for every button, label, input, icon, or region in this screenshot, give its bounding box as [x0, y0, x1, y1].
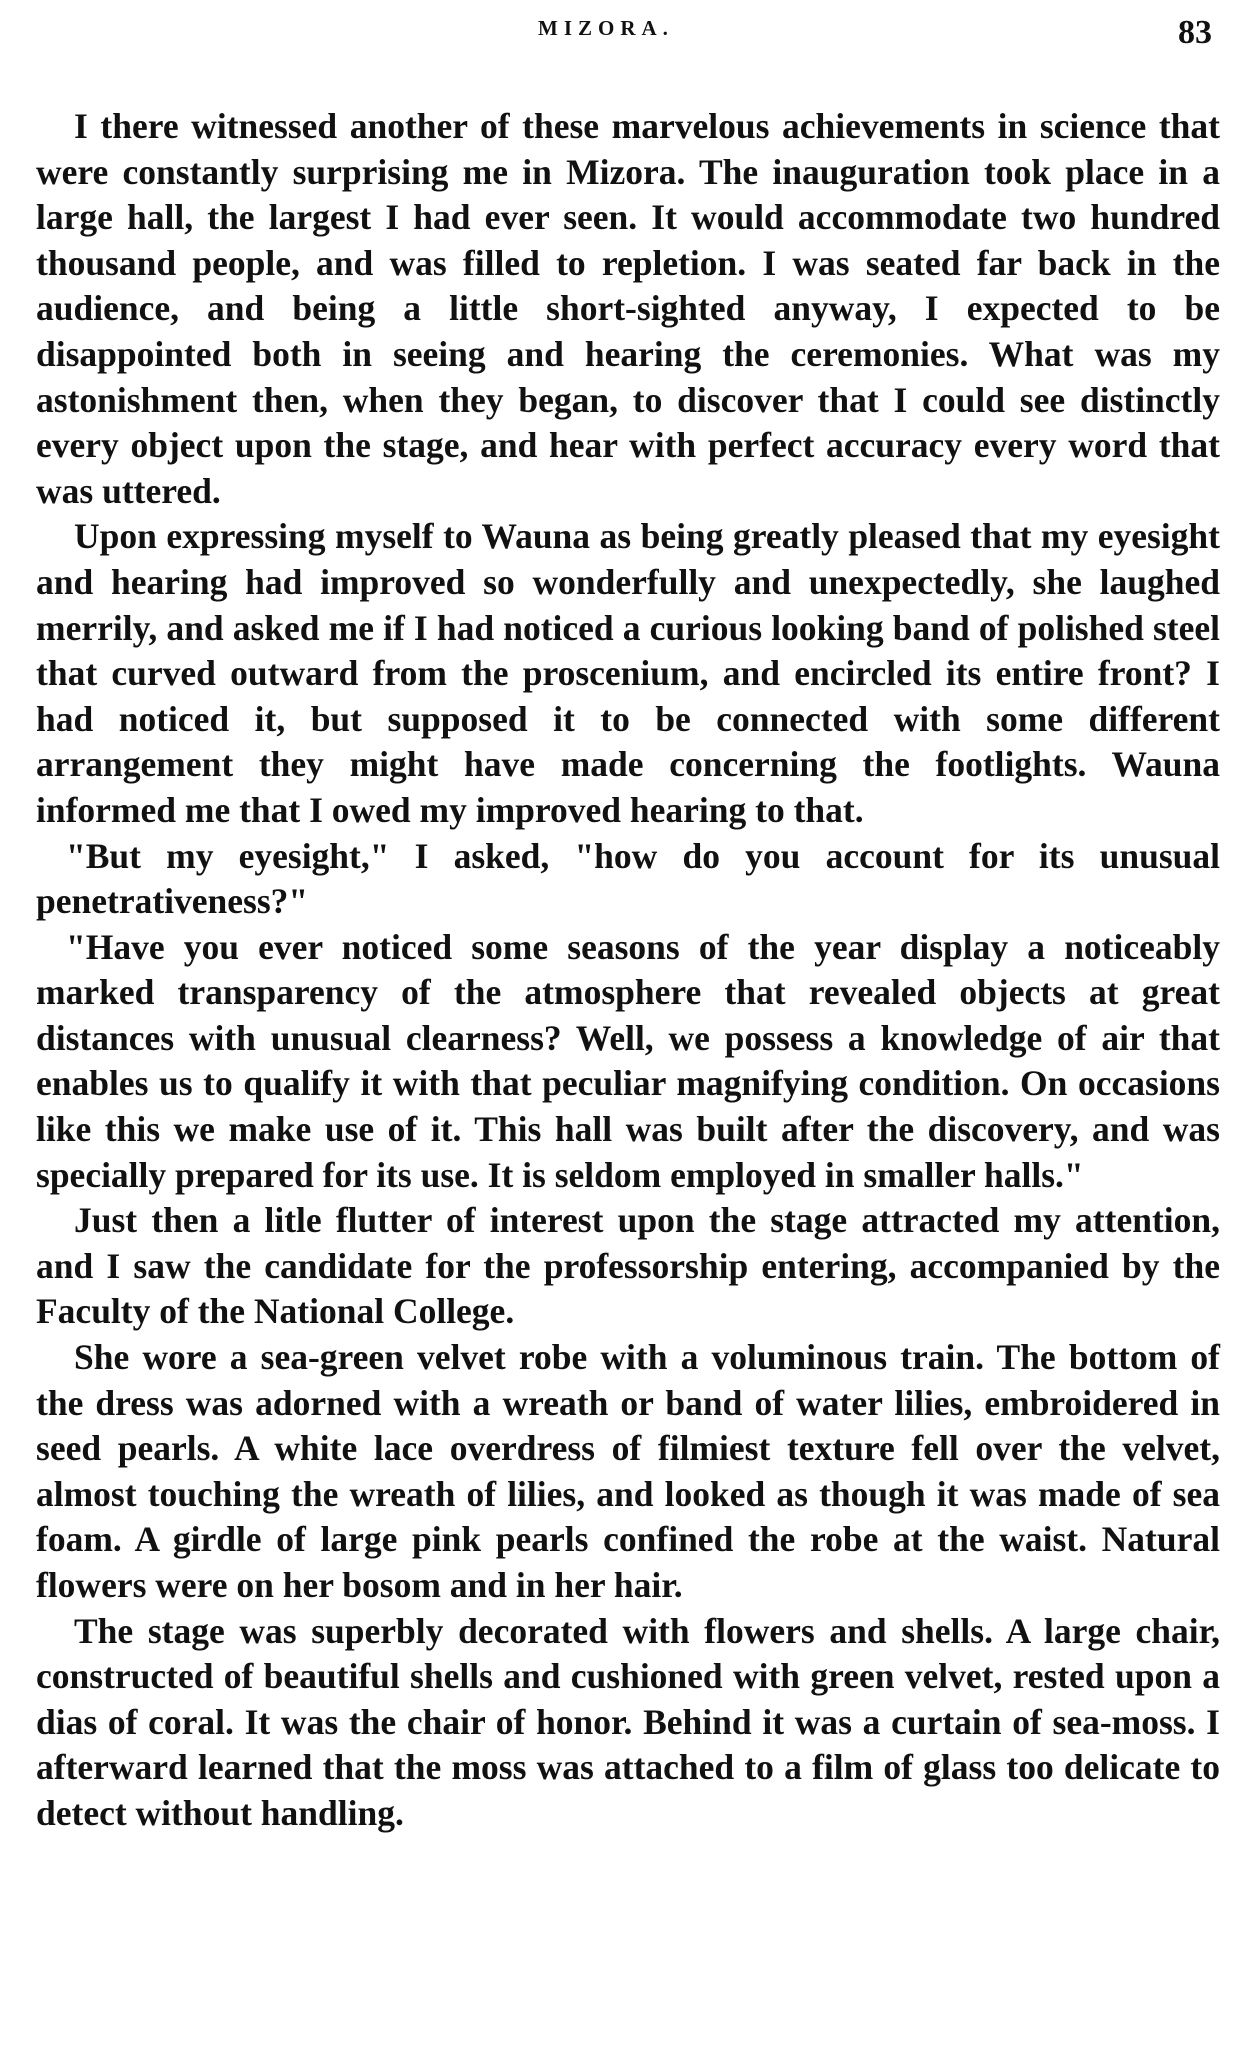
paragraph-wauna-steel-band: Upon expressing myself to Wauna as being greatly pleased that my eyesight and hearing had improved so wonderfully and unexpectedly, she laughed merrily, and asked me if I had noticed a curious looking band of polished steel that curved outward from the proscenium, and encircled its entire front? I had noticed it, but supposed it to be connected with some different arrangement they might have made concerning the footlights. Wauna informed me that I owed my improved hearing to that.	[36, 516, 1220, 830]
paragraph-inauguration: I there witnessed another of these marvelous achievements in science that were constantly surprising me in Mizora. The inauguration took place in a large hall, the largest I had ever seen. It would accommodate two hundred thousand people, and was filled to repletion. I was seated far back in the audience, and being a little short-sighted anyway, I expected to be disappointed both in seeing and hearing the ceremonies. What was my astonishment then, when they began, to discover that I could see distinctly every object upon the stage, and hear with perfect accuracy every word that was uttered.	[36, 106, 1220, 511]
running-head	[0, 10, 1254, 60]
paragraph-candidate-entering: Just then a litle flutter of interest upon the stage attracted my attention, and I saw the candidate for the professorship entering, accompanied by the Faculty of the National College.	[36, 1200, 1220, 1332]
paragraph-eyesight-question: "But my eyesight," I asked, "how do you account for its unusual penetrativeness?"	[36, 835, 1220, 922]
paragraph-sea-green-robe: She wore a sea-green velvet robe with a voluminous train. The bottom of the dress was adorned with a wreath or band of water lilies, embroidered in seed pearls. A white lace overdress of filmiest texture fell over the velvet, almost touching the wreath of lilies, and looked as though it was made of sea foam. A girdle of large pink pearls confined the robe at the waist. Natural flowers were on her bosom and in her hair.	[36, 1337, 1220, 1605]
body-text	[36, 104, 1220, 1837]
paragraph-stage-decoration: The stage was superbly decorated with flowers and shells. A large chair, constructed of beautiful shells and cushioned with green velvet, rested upon a dias of coral. It was the chair of honor. Behind it was a curtain of sea-moss. I afterward learned that the moss was attached to a film of glass too delicate to detect without handling.	[36, 1610, 1220, 1833]
running-title: MIZORA.	[538, 16, 674, 40]
paragraph-atmosphere-answer: "Have you ever noticed some seasons of the year display a noticeably marked transparency of the atmosphere that revealed objects at great distances with unusual clearness? Well, we possess a knowledge of air that enables us to qualify it with that peculiar magnifying condition. On occasions like this we make use of it. This hall was built after the discovery, and was specially prepared for its use. It is seldom employed in smaller halls."	[36, 926, 1220, 1195]
page-number: 83	[1178, 14, 1212, 51]
